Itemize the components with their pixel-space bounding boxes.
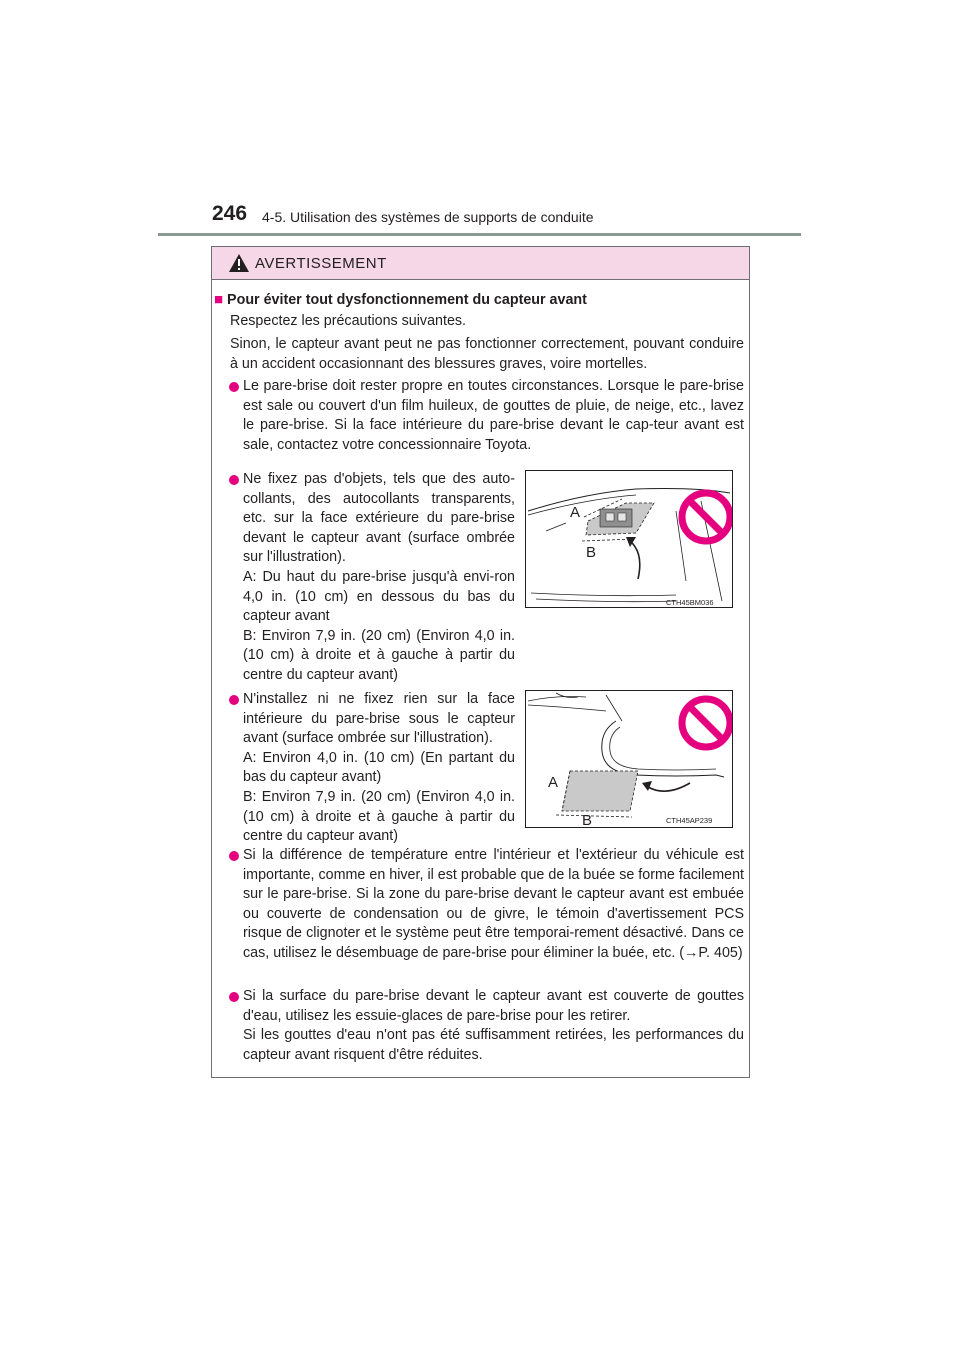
item-3-a: A: Environ 4,0 in. (10 cm) (En partant du bas du capteur avant) [243,749,515,786]
item-2-text: Ne fixez pas d'objets, tels que des auto-collants, des autocollants transparents, etc. sur la face extérieure du pare-brise devant le capteur avant (surface ombrée sur l'illustration). [243,471,515,566]
page-number: 246 [212,202,248,225]
warning-heading-row [214,290,744,311]
warning-title: AVERTISSEMENT [255,255,387,272]
illustration-2-label-a: A [548,774,559,791]
illustration-1-label-a: A [570,504,581,521]
illustration-1-label-b: B [586,544,597,561]
square-bullet-icon: ■ [214,291,224,308]
windshield-exterior-drawing [526,471,732,607]
item-2 [243,470,515,686]
header-rule [158,233,801,236]
illustration-windshield-exterior [525,470,733,608]
bullet-dot-icon [229,382,239,392]
illustration-windshield-interior [525,690,733,828]
item-5-line-2: Si les gouttes d'eau n'ont pas été suffisamment retirées, les performances du capteur avant risquent d'être réduites. [243,1027,744,1063]
bullet-dot-icon [229,475,239,485]
item-2-a: A: Du haut du pare-brise jusqu'à envi-ron 4,0 in. (10 cm) en dessous du bas du capteur avant [243,568,515,625]
bullet-dot-icon [229,695,239,705]
illustration-1-code: CTH45BM036 [666,598,714,607]
warning-triangle-icon [228,253,250,273]
item-5 [243,987,744,1065]
windshield-interior-drawing [526,691,732,827]
warning-header [212,247,749,280]
item-3 [243,690,515,847]
bullet-dot-icon [229,851,239,861]
item-2-b: B: Environ 7,9 in. (20 cm) (Environ 4,0 in. (10 cm) à droite et à gauche à partir du centre du capteur avant) [243,627,515,683]
intro-2: Sinon, le capteur avant peut ne pas fonctionner correctement, pouvant conduire à un accident occasionnant des blessures graves, voire mortelles. [230,336,744,372]
section-title: 4-5. Utilisation des systèmes de supports de conduite [262,209,594,225]
illustration-2-label-b: B [582,812,593,827]
intro-1: Respectez les précautions suivantes. [230,313,467,329]
item-3-b: B: Environ 7,9 in. (20 cm) (Environ 4,0 in. (10 cm) à droite et à gauche à partir du centre du capteur avant) [243,788,515,845]
item-1: Le pare-brise doit rester propre en toutes circonstances. Lorsque le pare-brise est sale ou couvert d'un film huileux, de gouttes de pluie, de neige, etc., lavez le pare-brise. Si la face intérieure du pare-brise devant le cap-teur avant est sale, contactez votre concessionnaire Toyota. [243,378,744,453]
item-3-text: N'installez ni ne fixez rien sur la face intérieure du pare-brise sous le capteur avant (surface ombrée sur l'illustration). [243,691,515,747]
bullet-dot-icon [229,992,239,1002]
page-header [212,200,802,236]
illustration-2-code: CTH45AP239 [666,816,713,825]
item-4: Si la différence de température entre l'intérieur et l'extérieur du véhicule est importante, comme en hiver, il est probable que de la buée se forme facilement sur le pare-brise. Si la zone du pare-brise devant le capteur avant est embuée ou couverte de condensation ou de givre, le témoin d'avertissement PCS risque de clignoter et le système peut être temporai-rement désactivé. Dans ce cas, utilisez le désembuage de pare-brise pour éliminer la buée, etc. (→P. 405) [243,847,744,961]
item-5-line-1: Si la surface du pare-brise devant le capteur avant est couverte de gouttes d'eau, utilisez les essuie-glaces de pare-brise pour les retirer. [243,988,744,1024]
warning-heading: Pour éviter tout dysfonctionnement du capteur avant [227,292,587,308]
